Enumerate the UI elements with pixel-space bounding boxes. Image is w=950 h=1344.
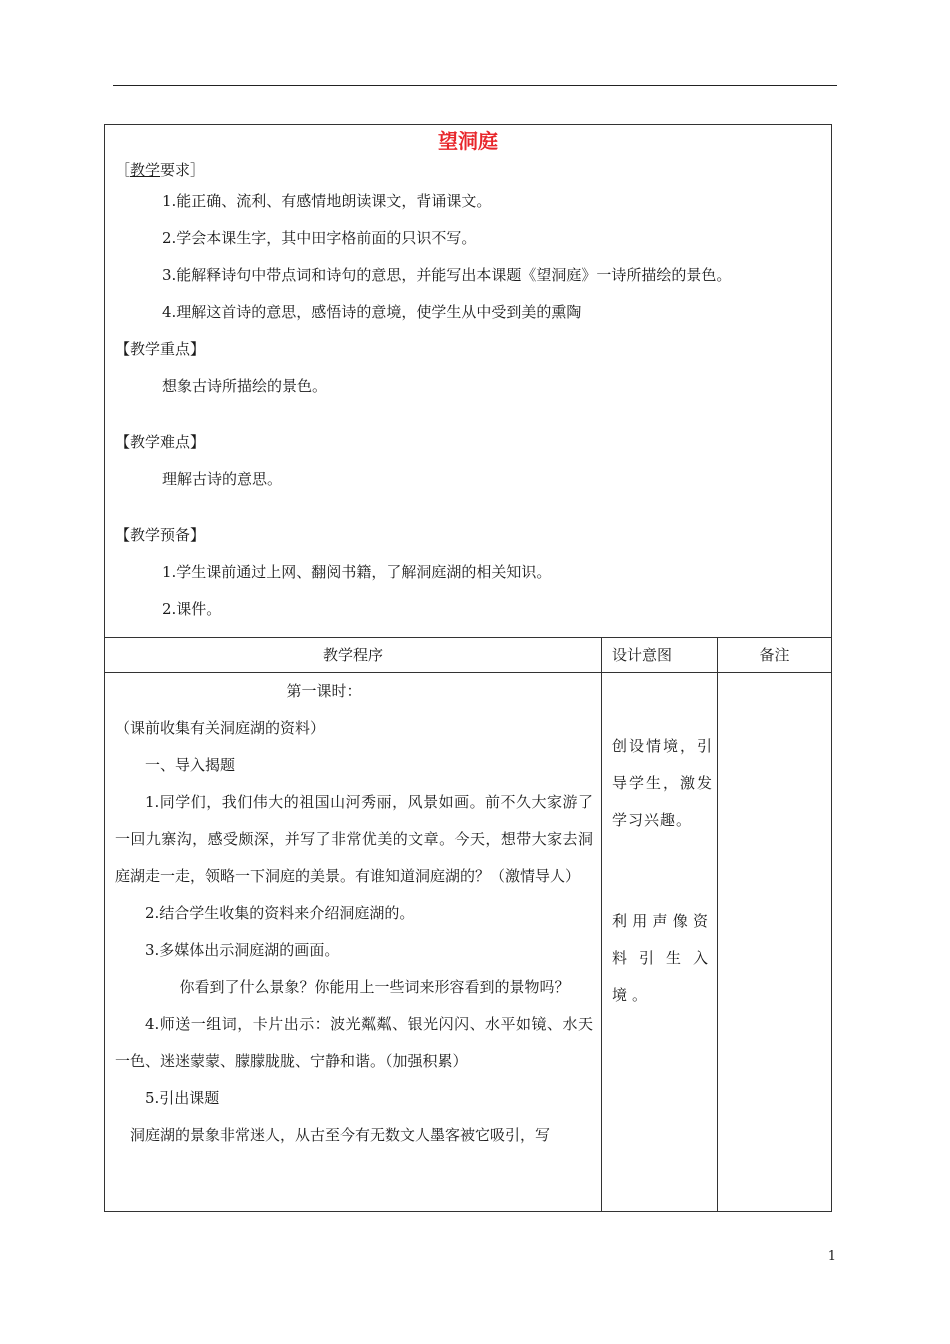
- requirement-item: 1.能正确、流利、有感情地朗读课文，背诵课文。: [162, 192, 492, 210]
- difficulty-heading: 【教学难点】: [115, 433, 206, 451]
- lesson-plan-table: [104, 124, 832, 1212]
- preparation-item: 1.学生课前通过上网、翻阅书籍，了解洞庭湖的相关知识。: [162, 563, 552, 581]
- requirements-heading-underlined: 教学: [130, 161, 161, 179]
- key-point-heading: 【教学重点】: [115, 340, 206, 358]
- pre-class-note: （课前收集有关洞庭湖的资料）: [115, 719, 326, 737]
- requirements-heading: [115, 160, 831, 190]
- design-note: 利用声像资料引生入境。: [612, 912, 713, 1004]
- column-header-procedure: 教学程序: [105, 638, 602, 673]
- procedure-paragraph: 你看到了什么景象？你能用上一些词来形容看到的景物吗？: [179, 978, 570, 996]
- column-header-design: 设计意图: [602, 638, 718, 673]
- page-number: 1: [827, 1249, 836, 1264]
- procedure-paragraph: 4.师送一组词，卡片出示：波光粼粼、银光闪闪、水平如镜、水天一色、迷迷蒙蒙、朦朦胧胧、宁静和谐。（加强积累）: [115, 1015, 593, 1070]
- procedure-paragraph: 3.多媒体出示洞庭湖的画面。: [145, 941, 340, 959]
- section-heading: 一、导入揭题: [145, 756, 236, 774]
- procedure-paragraph: 洞庭湖的景象非常迷人，从古至今有无数文人墨客被它吸引，写: [130, 1126, 551, 1144]
- preparation-heading: 【教学预备】: [115, 526, 206, 544]
- procedure-paragraph: 5.引出课题: [145, 1089, 220, 1107]
- header-rule: [113, 85, 837, 86]
- procedure-paragraph: 1.同学们，我们伟大的祖国山河秀丽，风景如画。前不久大家游了一回九寨沟，感受颇深，并写了非常优美的文章。今天，想带大家去洞庭湖走一走，领略一下洞庭的美景。有谁知道洞庭湖的？（激情导人）: [115, 793, 593, 885]
- difficulty-body: 理解古诗的意思。: [162, 470, 283, 488]
- procedure-paragraph: 2.结合学生收集的资料来介绍洞庭湖的。: [145, 904, 415, 922]
- requirement-item: 4.理解这首诗的意思，感悟诗的意境，使学生从中受到美的熏陶: [162, 303, 582, 321]
- document-title: 望洞庭: [438, 129, 498, 153]
- lesson-label: 第一课时：: [286, 682, 362, 700]
- procedure-cell: [105, 673, 602, 1212]
- requirement-item: 2.学会本课生字，其中田字格前面的只识不写。: [162, 229, 477, 247]
- preparation-item: 2.课件。: [162, 600, 222, 618]
- key-point-body: 想象古诗所描绘的景色。: [162, 377, 328, 395]
- lesson-info-cell: [105, 125, 832, 638]
- design-intent-cell: [602, 673, 718, 1212]
- design-note: 创设情境，引导学生，激发学习兴趣。: [612, 737, 713, 829]
- requirements-heading-open: ［: [115, 161, 131, 179]
- requirement-item: 3.能解释诗句中带点词和诗句的意思，并能写出本课题《望洞庭》一诗所描绘的景色。: [162, 266, 732, 284]
- remarks-cell: [718, 673, 832, 1212]
- column-header-remarks: 备注: [718, 638, 832, 673]
- requirements-heading-rest: 要求］: [160, 161, 206, 179]
